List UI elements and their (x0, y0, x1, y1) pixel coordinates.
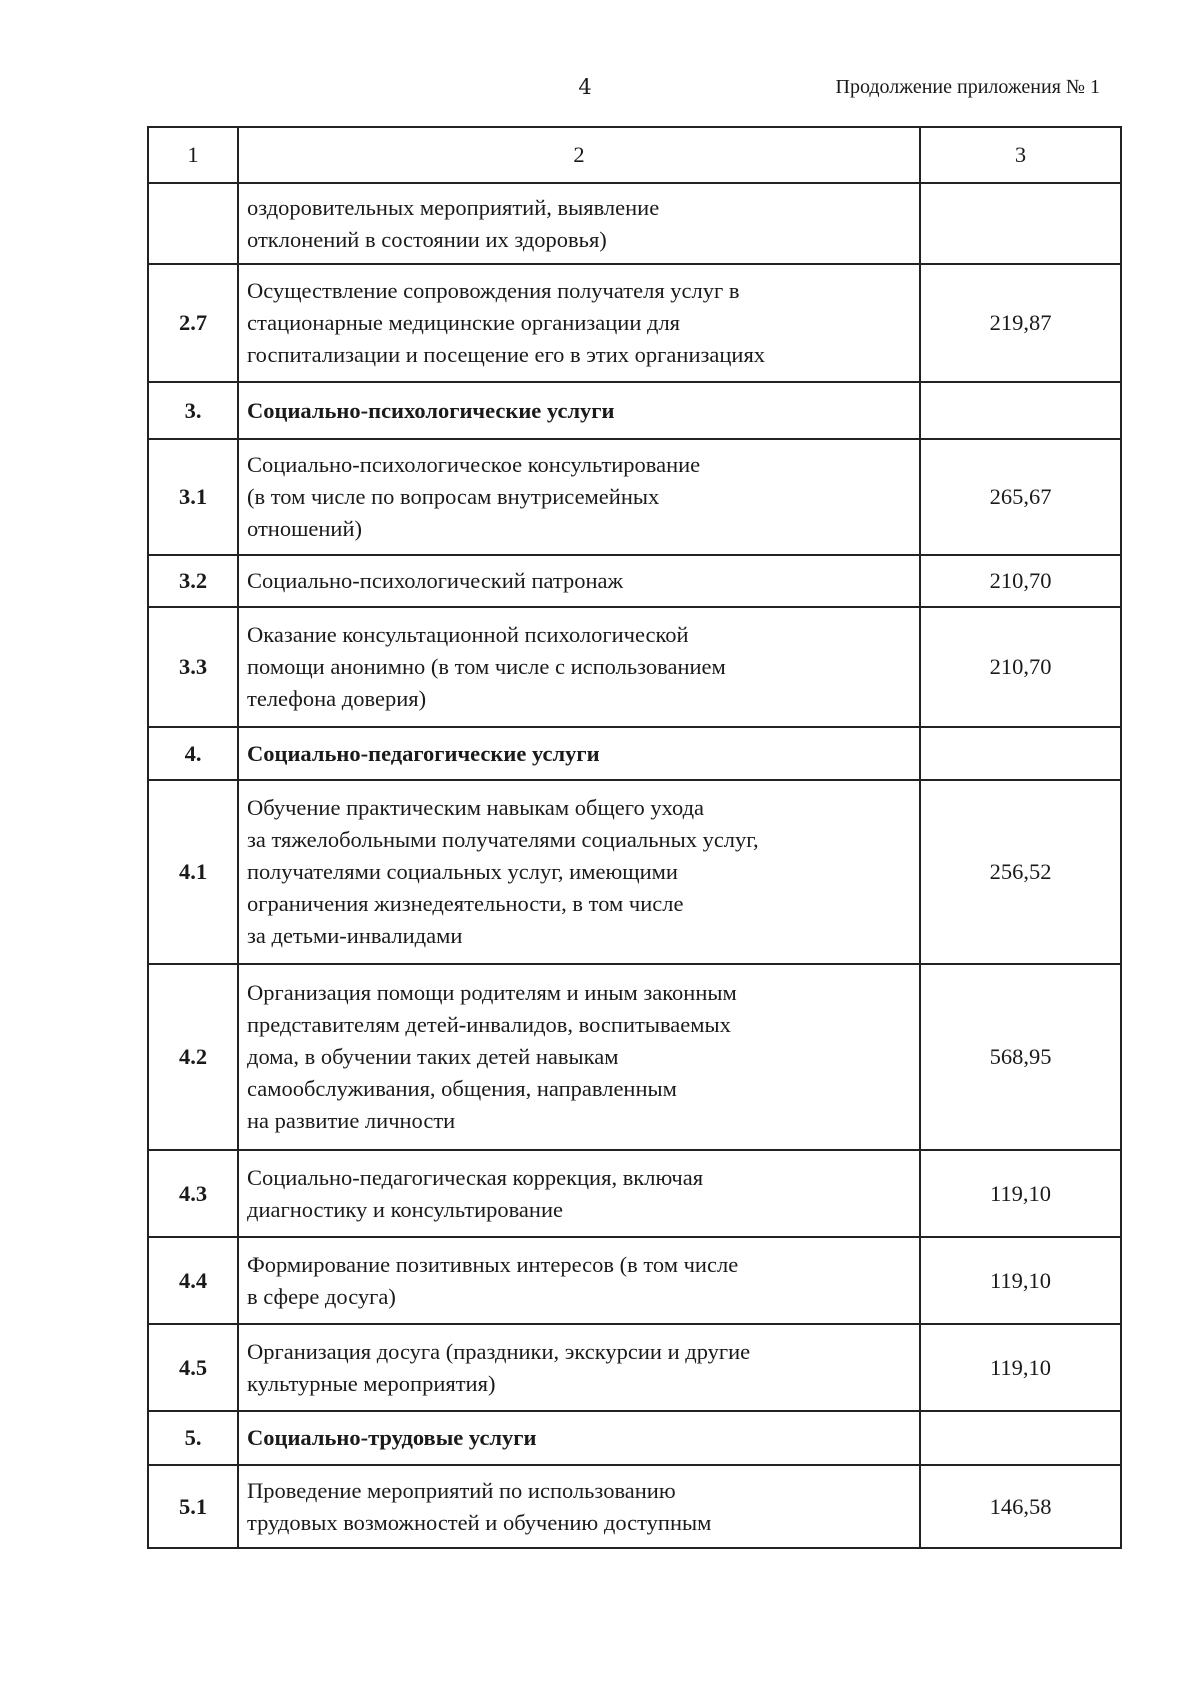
section-row (148, 1411, 1121, 1465)
section-number: 3. (148, 382, 238, 439)
table-row (148, 439, 1121, 555)
table-row (148, 1324, 1121, 1411)
row-number: 4.1 (148, 780, 238, 964)
row-number: 4.2 (148, 964, 238, 1150)
row-description: Социально-педагогическая коррекция, включая диагностику и консультирование (238, 1150, 920, 1237)
row-number: 3.2 (148, 555, 238, 607)
row-number: 4.3 (148, 1150, 238, 1237)
row-number: 5.1 (148, 1465, 238, 1548)
section-row (148, 727, 1121, 780)
table-row (148, 964, 1121, 1150)
row-description: Формирование позитивных интересов (в том числе в сфере досуга) (238, 1237, 920, 1324)
row-number: 4.5 (148, 1324, 238, 1411)
row-price: 119,10 (920, 1324, 1121, 1411)
table-row (148, 1465, 1121, 1548)
row-price: 119,10 (920, 1237, 1121, 1324)
row-description: Осуществление сопровождения получателя услуг в стационарные медицинские организации для госпитализации и посещение его в этих организациях (238, 264, 920, 382)
section-number: 5. (148, 1411, 238, 1465)
row-number: 3.3 (148, 607, 238, 727)
row-description: Социально-психологический патронаж (238, 555, 920, 607)
row-price: 219,87 (920, 264, 1121, 382)
row-price: 210,70 (920, 555, 1121, 607)
row-price: 256,52 (920, 780, 1121, 964)
row-price (920, 727, 1121, 780)
table-row (148, 780, 1121, 964)
row-description: Организация помощи родителям и иным законным представителям детей-инвалидов, воспитываемых дома, в обучении таких детей навыкам самообслуживания, общения, направленным на развитие личности (238, 964, 920, 1150)
section-title: Социально-педагогические услуги (238, 727, 920, 780)
table-row (148, 607, 1121, 727)
section-row (148, 382, 1121, 439)
row-description: Оказание консультационной психологической помощи анонимно (в том числе с использованием телефона доверия) (238, 607, 920, 727)
row-price: 146,58 (920, 1465, 1121, 1548)
row-number: 2.7 (148, 264, 238, 382)
section-number: 4. (148, 727, 238, 780)
row-price: 210,70 (920, 607, 1121, 727)
table-row (148, 555, 1121, 607)
table-row (148, 183, 1121, 264)
row-number: 3.1 (148, 439, 238, 555)
row-number: 4.4 (148, 1237, 238, 1324)
table-row (148, 264, 1121, 382)
row-price (920, 183, 1121, 264)
row-description: Обучение практическим навыкам общего ухода за тяжелобольными получателями социальных услуг, получателями социальных услуг, имеющими ограничения жизнедеятельности, в том числе за детьми-инвалидами (238, 780, 920, 964)
table-row (148, 1237, 1121, 1324)
row-description: Проведение мероприятий по использованию трудовых возможностей и обучению доступным (238, 1465, 920, 1548)
continuation-caption: Продолжение приложения № 1 (835, 76, 1100, 98)
row-price (920, 382, 1121, 439)
row-price: 265,67 (920, 439, 1121, 555)
row-number (148, 183, 238, 264)
row-description: Социально-психологическое консультирование (в том числе по вопросам внутрисемейных отношений) (238, 439, 920, 555)
row-description: оздоровительных мероприятий, выявление отклонений в состоянии их здоровья) (238, 183, 920, 264)
row-price (920, 1411, 1121, 1465)
column-header-1: 1 (148, 127, 238, 183)
row-price: 119,10 (920, 1150, 1121, 1237)
table-row (148, 1150, 1121, 1237)
section-title: Социально-психологические услуги (238, 382, 920, 439)
row-description: Организация досуга (праздники, экскурсии и другие культурные мероприятия) (238, 1324, 920, 1411)
column-header-3: 3 (920, 127, 1121, 183)
services-price-table (147, 126, 1122, 1549)
page-number: 4 (578, 75, 592, 99)
column-header-2: 2 (238, 127, 920, 183)
section-title: Социально-трудовые услуги (238, 1411, 920, 1465)
row-price: 568,95 (920, 964, 1121, 1150)
table-header-row (148, 127, 1121, 183)
